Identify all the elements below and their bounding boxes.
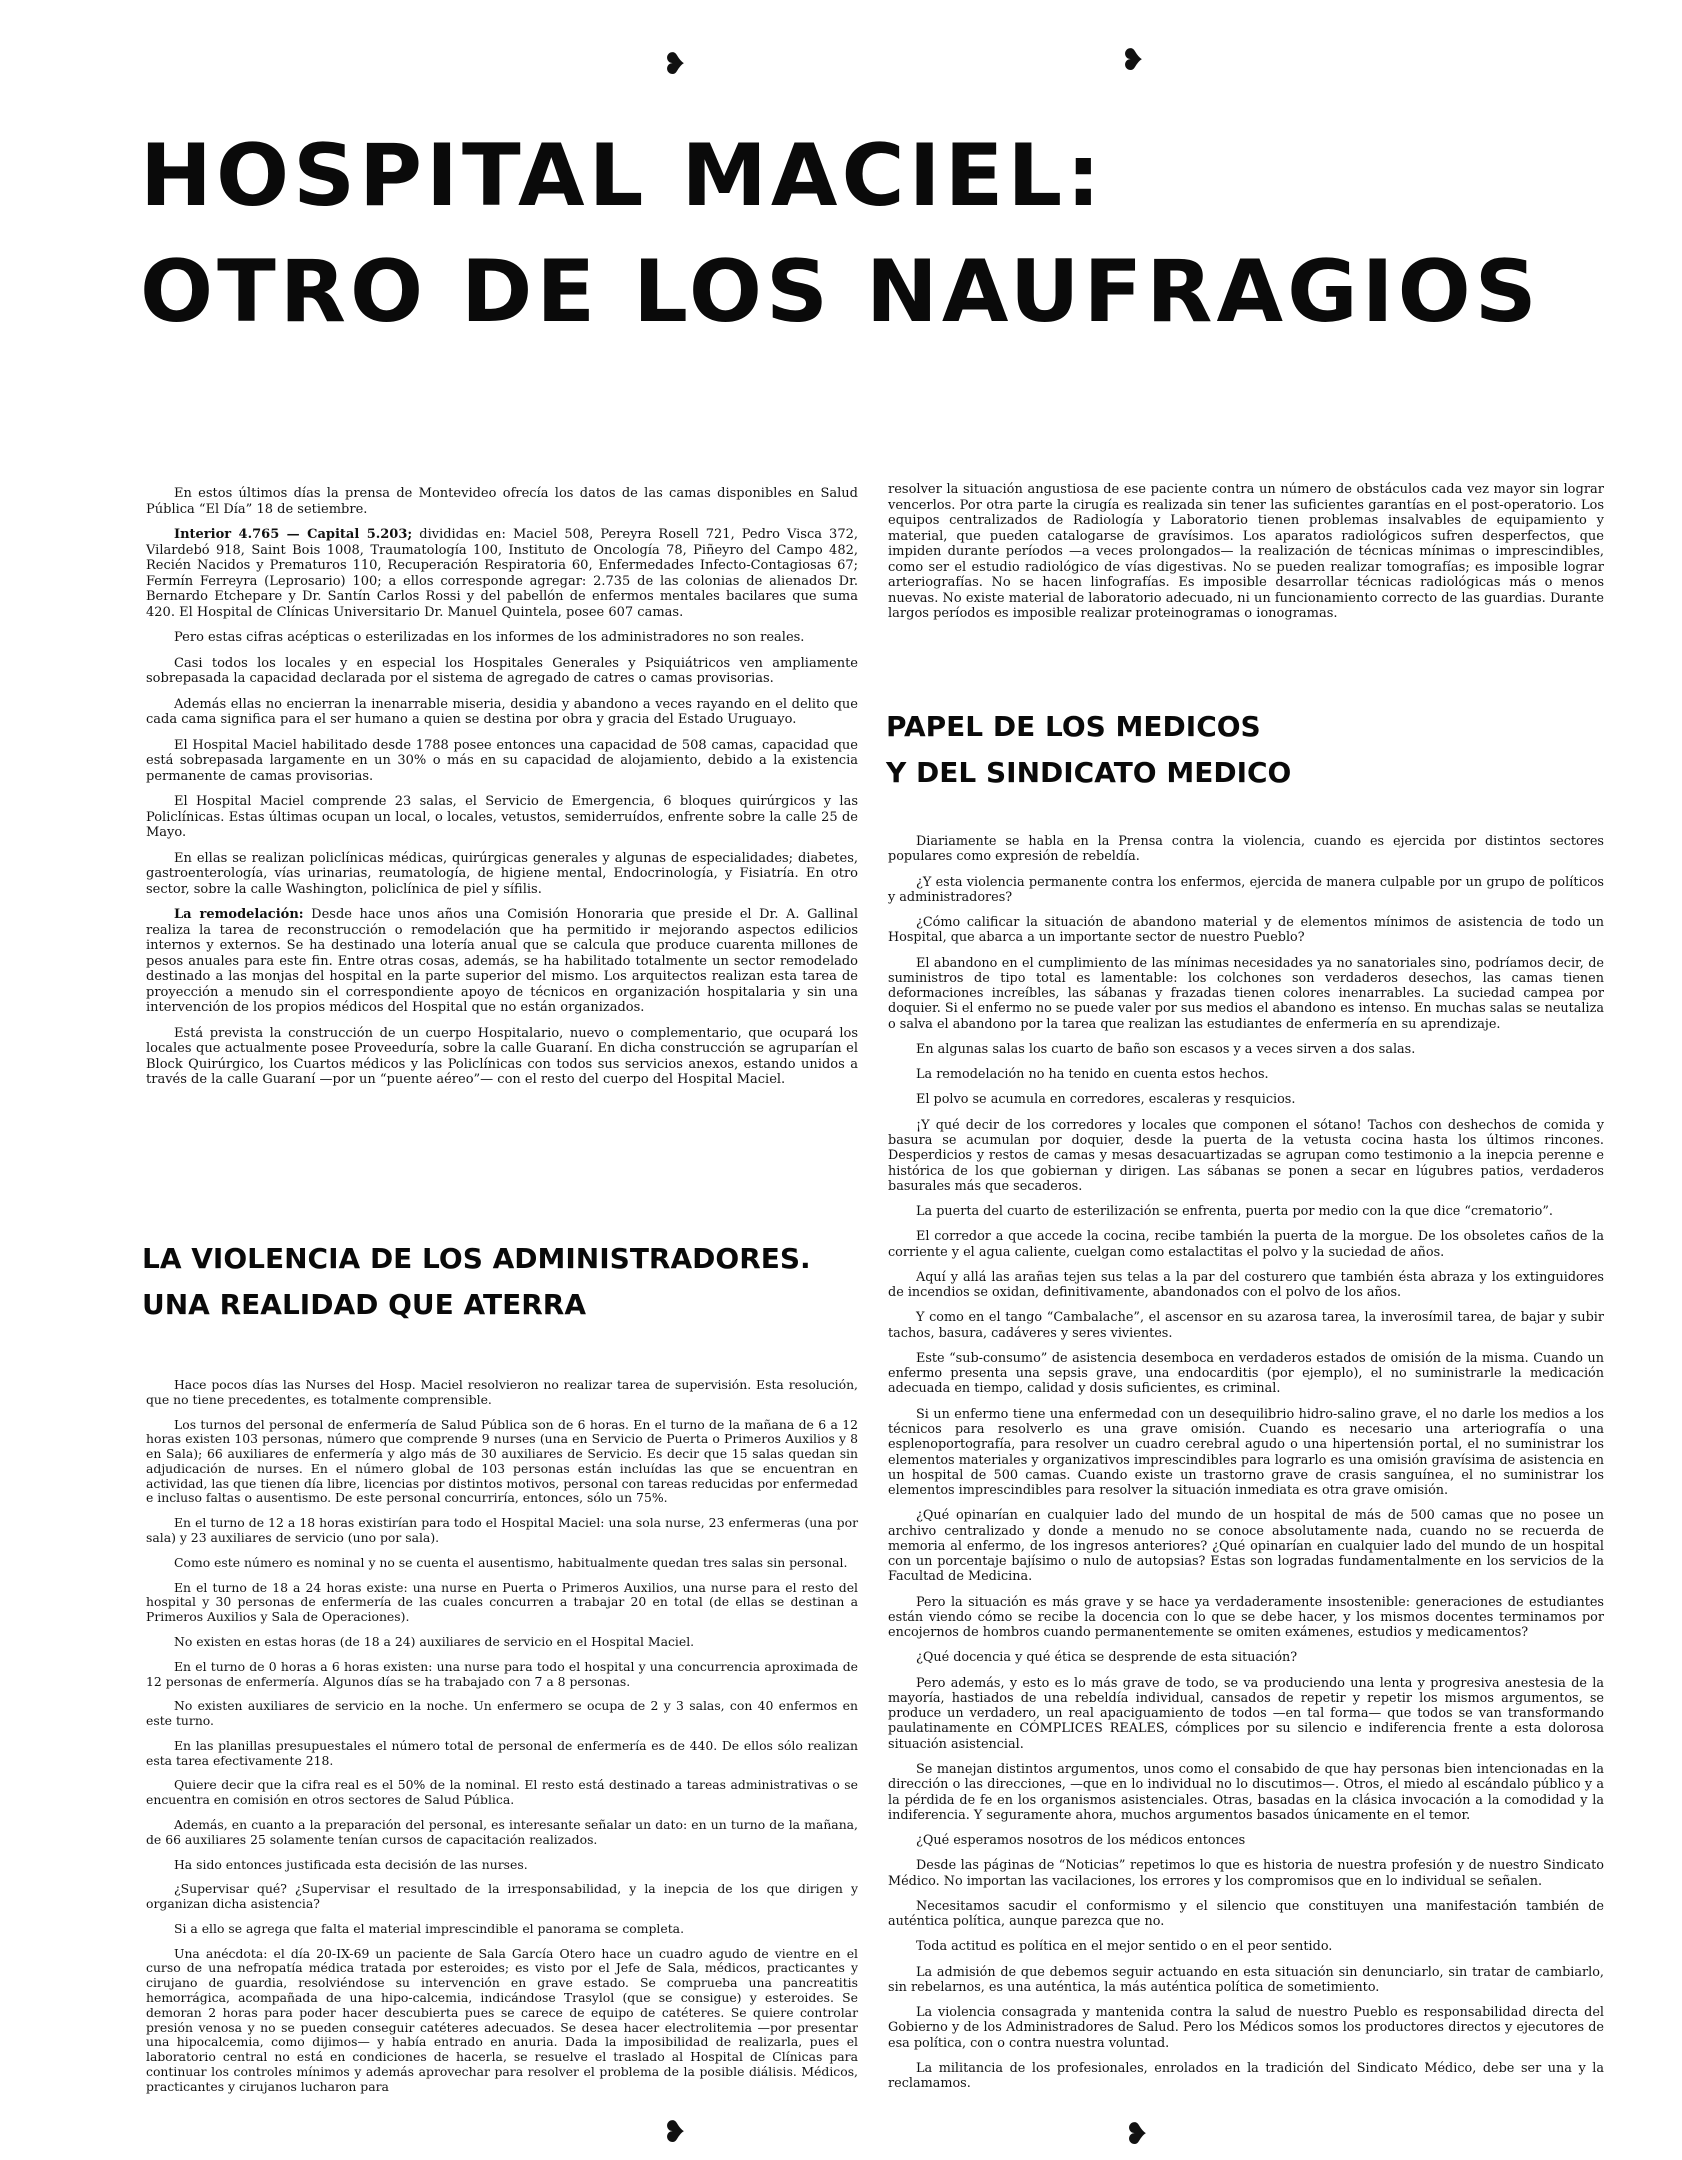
paragraph bbox=[146, 1556, 858, 1571]
paragraph-text: ¡Y qué decir de los corredores y locales que componen el sótano! Tachos con deshechos de comida y basura se acumulan por doquier, desde la puerta de la vetusta cocina hasta los últimos rincones. Desperdicios y restos de camas y mesas desacuartizadas se agrupan como testimonio a la inepcia perenne e histórica de los que gobiernan y dirigen. Las sábanas se ponen a secar en lúgubres patios, verdaderos basurales más que secaderos. bbox=[888, 1117, 1604, 1194]
paragraph-text: La militancia de los profesionales, enrolados en la tradición del Sindicato Médico, debe ser una y la reclamamos. bbox=[888, 2061, 1604, 2092]
paragraph-text: ¿Qué opinarían en cualquier lado del mundo de un hospital de más de 500 camas que no posee un archivo centralizado y donde a menudo no se conoce absolutamente nada, cuando no se recuerda de memoria al enfermo, de los ingresos anteriores? ¿Qué opinarían en cualquier lado del mundo de un hospital con un porcentaje bajísimo o nulo de autopsias? Estas son logradas fundamentalmente en los servicios de la Facultad de Medicina. bbox=[888, 1508, 1604, 1585]
paragraph bbox=[888, 1650, 1604, 1665]
paragraph-text: Está prevista la construcción de un cuerpo Hospitalario, nuevo o complementario, que ocupará los locales que actualmente posee Proveeduría, sobre la calle Guaraní. En dicha construcción se agruparían el Block Quirúrgico, los Cuartos médicos y las Policlínicas con todos sus servicios anexos, estando unidos a través de la calle Guaraní —por un “puente aéreo”— con el resto del cuerpo del Hospital Maciel. bbox=[146, 1025, 858, 1087]
paragraph bbox=[146, 794, 858, 841]
paragraph-text: Como este número es nominal y no se cuenta el ausentismo, habitualmente quedan tres salas sin personal. bbox=[174, 1554, 848, 1570]
paragraph bbox=[888, 1899, 1604, 1930]
paragraph-lead: La remodelación: bbox=[174, 907, 304, 922]
ornament-top-right-icon: ❥ bbox=[1120, 43, 1146, 78]
paragraph-text: divididas en: Maciel 508, Pereyra Rosell 721, Pedro Visca 372, Vilardebó 918, Saint Bois 1008, Traumatología 100, Instituto de Oncología 78, Piñeyro del Campo 482, Recién Nacidos y Prematuros 110, Recuperación Respiratoria 60, Enfermedades Infecto-Contagiosas 67; Fermín Ferreyra (Leprosario) 100; a ellos corresponde agregar: 2.735 de las colonias de alienados Dr. Bernardo Etchepare y Dr. Santín Carlos Rossi y del pabellón de enfermos mentales bacilares que suma 420. El Hospital de Clínicas Universitario Dr. Manuel Quintela, posee 607 camas. bbox=[146, 527, 858, 620]
paragraph bbox=[146, 1922, 858, 1937]
paragraph-text: Pero la situación es más grave y se hace ya verdaderamente insostenible: generaciones de estudiantes están viendo cómo se recibe la docencia con lo que se debe hacer, y los mismos docentes terminamos por encojernos de hombros cuando permanentemente se omiten exámenes, estudios y medicamentos? bbox=[888, 1594, 1604, 1641]
paragraph bbox=[888, 1229, 1604, 1260]
paragraph-text: La remodelación no ha tenido en cuenta estos hechos. bbox=[916, 1067, 1269, 1083]
paragraph-text: ¿Y esta violencia permanente contra los enfermos, ejercida de manera culpable por un grupo de políticos y administradores? bbox=[888, 874, 1604, 905]
paragraph-text: En el turno de 12 a 18 horas existirían para todo el Hospital Maciel: una sola nurse, 23 enfermeras (una por sala) y 23 auxiliares de servicio (uno por sala). bbox=[146, 1515, 858, 1546]
paragraph-lead: Interior 4.765 — Capital 5.203; bbox=[174, 527, 413, 542]
paragraph bbox=[888, 482, 1604, 622]
paragraph bbox=[146, 1635, 858, 1650]
paragraph bbox=[146, 697, 858, 728]
paragraph-text: Si a ello se agrega que falta el material imprescindible el panorama se completa. bbox=[174, 1920, 685, 1936]
right-heading-line-2: Y DEL SINDICATO MEDICO bbox=[886, 756, 1292, 789]
paragraph bbox=[888, 1407, 1604, 1499]
paragraph bbox=[146, 1660, 858, 1690]
paragraph-text: En las planillas presupuestales el número total de personal de enfermería es de 440. De ellos sólo realizan esta tarea efectivamente 218. bbox=[146, 1737, 858, 1768]
ornament-bottom-left-icon: ❥ bbox=[662, 2115, 688, 2150]
paragraph-text: En ellas se realizan policlínicas médicas, quirúrgicas generales y algunas de especialidades; diabetes, gastroenterología, vías urinarias, reumatología, de higiene mental, Endocrinología, y Fisiatría. En otro sector, sobre la calle Washington, policlínica de piel y sífilis. bbox=[146, 850, 858, 897]
paragraph-text: En algunas salas los cuarto de baño son escasos y a veces sirven a dos salas. bbox=[916, 1041, 1416, 1057]
paragraph-text: El corredor a que accede la cocina, recibe también la puerta de la morgue. De los obsoletes caños de la corriente y el agua caliente, cuelgan como estalactitas el polvo y la suciedad de años. bbox=[888, 1229, 1604, 1260]
paragraph bbox=[888, 1676, 1604, 1752]
paragraph bbox=[888, 1508, 1604, 1584]
paragraph-text: Además ellas no encierran la inenarrable miseria, desidia y abandono a veces rayando en el delito que cada cama significa para el ser humano a quien se destina por obra y gracia del Estado Uruguayo. bbox=[146, 696, 858, 727]
paragraph-text: ¿Cómo calificar la situación de abandono material y de elementos mínimos de asistencia de todo un Hospital, que abarca a un importante sector de nuestro Pueblo? bbox=[888, 915, 1604, 946]
paragraph bbox=[888, 1858, 1604, 1889]
paragraph bbox=[146, 1858, 858, 1873]
paragraph bbox=[888, 875, 1604, 906]
paragraph-text: No existen en estas horas (de 18 a 24) auxiliares de servicio en el Hospital Maciel. bbox=[174, 1633, 695, 1649]
paragraph-text: Ha sido entonces justificada esta decisión de las nurses. bbox=[174, 1856, 528, 1872]
paragraph-text: Casi todos los locales y en especial los Hospitales Generales y Psiquiátricos ven ampliamente sobrepasada la capacidad declarada por el sistema de agregado de catres o camas provisorias. bbox=[146, 655, 858, 686]
paragraph bbox=[888, 1351, 1604, 1397]
paragraph-text: El Hospital Maciel habilitado desde 1788 posee entonces una capacidad de 508 camas, capacidad que está sobrepasada largamente en un 30% o más en su capacidad de alojamiento, debido a la existencia permanente de camas provisorias. bbox=[146, 737, 858, 784]
paragraph bbox=[146, 851, 858, 898]
paragraph-text: El abandono en el cumplimiento de las mínimas necesidades ya no sanatoriales sino, podríamos decir, de suministros de tipo total es lamentable: los colchones son verdaderos desechos, las camas tienen deformaciones increíbles, las sábanas y frazadas tienen colores inenarrables. La suciedad campea por doquier. Si el enfermo no se puede valer por sus medios el abandono es intenso. En muchas salas se neutaliza o salva el abandono por la tarea que realizan las estudiantes de enfermería en su aprendizaje. bbox=[888, 955, 1604, 1032]
paragraph bbox=[146, 1699, 858, 1729]
paragraph-text: Y como en el tango “Cambalache”, el ascensor en su azarosa tarea, la inverosímil tarea, de bajar y subir tachos, basura, cadáveres y seres vivientes. bbox=[888, 1310, 1604, 1341]
paragraph-text: ¿Supervisar qué? ¿Supervisar el resultado de la irresponsabilidad, y la inepcia de los que dirigen y organizan dicha asistencia? bbox=[146, 1881, 858, 1912]
paragraph bbox=[888, 915, 1604, 946]
ornament-top-left-icon: ❥ bbox=[662, 47, 688, 82]
paragraph bbox=[888, 1762, 1604, 1823]
left-column-section bbox=[146, 1378, 858, 2104]
paragraph-text: Pero además, y esto es lo más grave de todo, se va produciendo una lenta y progresiva anestesia de la mayoría, hastiados de una rebeldía individual, cansados de repetir y repetir los mismos argumentos, se produce un verdadero, un real apaciguamiento de todos —en tal forma— que todos se van transformando paulatinamente en CÓMPLICES REALES, cómplices por su silencio e indiferencia frente a esta dolorosa situación asistencial. bbox=[888, 1675, 1604, 1752]
paragraph-text: El Hospital Maciel comprende 23 salas, el Servicio de Emergencia, 6 bloques quirúrgicos y las Policlínicas. Estas últimas ocupan un local, o locales, vetustos, semiderruídos, enfrente sobre la calle 25 de Mayo. bbox=[146, 794, 858, 840]
title-line-2: OTRO DE LOS NAUFRAGIOS bbox=[140, 242, 1541, 342]
paragraph bbox=[146, 1581, 858, 1625]
paragraph-text: Necesitamos sacudir el conformismo y el silencio que constituyen una manifestación también de auténtica política, aunque parezca que no. bbox=[888, 1898, 1604, 1930]
paragraph-text: Si un enfermo tiene una enfermedad con un desequilibrio hidro-salino grave, el no darle los medios a los técnicos para resolverlo es una grave omisión. Cuando es necesario una arteriografía o una esplenoportografía, para resolver un cuadro cerebral agudo o una hipertensión portal, el no suministrar los elementos materiales y organizativos imprescindibles para lograrlo es una omisión gravísima de asistencia en un hospital de 500 camas. Cuando existe un trastorno grave de crasis sanguínea, el no suministrar los elementos imprescindibles para resolver la situación inmediata es otra grave omisión. bbox=[888, 1406, 1604, 1499]
paragraph bbox=[146, 1418, 858, 1507]
paragraph bbox=[146, 656, 858, 687]
paragraph bbox=[146, 1882, 858, 1912]
paragraph-text: ¿Qué esperamos nosotros de los médicos entonces bbox=[916, 1833, 1246, 1849]
paragraph bbox=[146, 1516, 858, 1546]
paragraph bbox=[888, 1965, 1604, 1996]
paragraph bbox=[888, 1270, 1604, 1301]
paragraph bbox=[888, 2005, 1604, 2051]
paragraph-text: Toda actitud es política en el mejor sentido o en el peor sentido. bbox=[916, 1939, 1333, 1955]
paragraph-text: En el turno de 18 a 24 horas existe: una nurse en Puerta o Primeros Auxilios, una nurse para el resto del hospital y 30 personas de enfermería de las cuales concurren a trabajar 20 en total (de ellas se destinan a Primeros Auxilios y Sala de Operaciones). bbox=[146, 1579, 858, 1625]
right-section-heading bbox=[886, 704, 1291, 796]
paragraph bbox=[146, 1778, 858, 1808]
paragraph bbox=[888, 1118, 1604, 1194]
paragraph-text: Diariamente se habla en la Prensa contra la violencia, cuando es ejercida por distintos sectores populares como expresión de rebeldía. bbox=[888, 834, 1604, 865]
paragraph-text: Una anécdota: el día 20-IX-69 un paciente de Sala García Otero hace un cuadro agudo de vientre en el curso de una nefropatía médica tratada por esteroides; es visto por el Jefe de Sala, médicos, practicantes y cirujano de guardia, resolviéndose su intervención en grave estado. Se comprueba una pancreatitis hemorrágica, acompañada de una hipo-calcemia, indicándose Trasylol (que se consigue) y esteroides. Se demoran 2 horas para poder hacer descubierta pues se carece de equipo de catéteres. Se quiere controlar presión venosa y no se pueden conseguir catéteres adecuados. Se desea hacer electrolitemia —por presentar una hipocalcemia, como dijimos— y había entrado en anuria. Dada la imposibilidad de realizarla, pues el laboratorio central no está en condiciones de hacerla, se resuelve el traslado al Hospital de Clínicas para continuar los controles mínimos y además aprovechar para resolver el problema de la posible diálisis. Médicos, practicantes y cirujanos lucharon para bbox=[146, 1945, 858, 2094]
paragraph bbox=[146, 1026, 858, 1088]
paragraph bbox=[888, 956, 1604, 1032]
paragraph bbox=[888, 1042, 1604, 1057]
page-title bbox=[140, 118, 1541, 350]
paragraph bbox=[888, 1092, 1604, 1107]
paragraph bbox=[888, 1204, 1604, 1219]
left-column-intro bbox=[146, 486, 858, 1098]
paragraph-text: Hace pocos días las Nurses del Hosp. Maciel resolvieron no realizar tarea de supervisión. Esta resolución, que no tiene precedentes, es totalmente comprensible. bbox=[146, 1377, 858, 1407]
paragraph-text: ¿Qué docencia y qué ética se desprende de esta situación? bbox=[916, 1650, 1298, 1666]
paragraph bbox=[146, 738, 858, 785]
paragraph-text: Desde hace unos años una Comisión Honoraria que preside el Dr. A. Gallinal realiza la tarea de reconstrucción o remodelación que ha permitido ir mejorando aspectos edilicios internos y externos. Se ha destinado una lotería anual que se calcula que produce cuarenta millones de pesos anuales para este fin. Entre otras cosas, además, se ha habilitado totalmente un sector remodelado destinado a las monjas del hospital en la parte superior del mismo. Los arquitectos realizan esta tarea de proyección a menudo sin el correspondiente apoyo de técnicos en organización hospitalaria y sin una intervención de los propios médicos del Hospital que no están organizados. bbox=[146, 907, 859, 1015]
paragraph bbox=[888, 1833, 1604, 1848]
paragraph-text: La violencia consagrada y mantenida contra la salud de nuestro Pueblo es responsabilidad directa del Gobierno y de los Administradores de Salud. Pero los Médicos somos los productores directos y ejecutores de esa política, con o contra nuestra voluntad. bbox=[888, 2005, 1604, 2051]
paragraph-text: Este “sub-consumo” de asistencia desemboca en verdaderos estados de omisión de la misma. Cuando un enfermo presenta una sepsis grave, una endocarditis (por ejemplo), el no suministrarle la medicación adecuada en tiempo, calidad y dosis suficientes, es criminal. bbox=[888, 1350, 1604, 1397]
left-heading-line-1: LA VIOLENCIA DE LOS ADMINISTRADORES. bbox=[142, 1242, 811, 1275]
paragraph bbox=[888, 834, 1604, 865]
paragraph-text: No existen auxiliares de servicio en la noche. Un enfermero se ocupa de 2 y 3 salas, con 40 enfermos en este turno. bbox=[146, 1698, 858, 1729]
paragraph-text: Quiere decir que la cifra real es el 50% de la nominal. El resto está destinado a tareas administrativas o se encuentra en comisión en otros sectores de Salud Pública. bbox=[146, 1777, 858, 1808]
paragraph bbox=[146, 1947, 858, 2095]
title-line-1: HOSPITAL MACIEL: bbox=[140, 126, 1105, 226]
right-column-section bbox=[888, 834, 1604, 2102]
right-column-intro bbox=[888, 482, 1604, 632]
left-section-heading bbox=[142, 1236, 811, 1328]
paragraph bbox=[888, 1310, 1604, 1341]
paragraph-text: Además, en cuanto a la preparación del personal, es interesante señalar un dato: en un turno de la mañana, de 66 auxiliares 25 solamente tenían cursos de capacitación realizados. bbox=[146, 1816, 858, 1847]
ornament-bottom-right-icon: ❥ bbox=[1124, 2117, 1150, 2152]
right-heading-line-1: PAPEL DE LOS MEDICOS bbox=[886, 710, 1261, 743]
left-heading-line-2: UNA REALIDAD QUE ATERRA bbox=[142, 1288, 587, 1321]
paragraph-text: La puerta del cuarto de esterilización se enfrenta, puerta por medio con la que dice “crematorio”. bbox=[916, 1204, 1553, 1220]
paragraph-text: La admisión de que debemos seguir actuando en esta situación sin denunciarlo, sin tratar de cambiarlo, sin rebelarnos, es una auténtica, la más auténtica política de sometimiento. bbox=[888, 1964, 1604, 1995]
paragraph bbox=[146, 1818, 858, 1848]
paragraph-text: Se manejan distintos argumentos, unos como el consabido de que hay personas bien intencionadas en la dirección o las direcciones, —que en lo individual no lo discutimos—. Otros, el miedo al escándalo público y a la pérdida de fe en los organismos asistenciales. Otras, basadas en la clásica invocación a la comodidad y la indiferencia. Y seguramente ahora, muchos argumentos basados únicamente en el temor. bbox=[888, 1762, 1604, 1823]
paragraph-text: En el turno de 0 horas a 6 horas existen: una nurse para todo el hospital y una concurrencia aproximada de 12 personas de enfermería. Algunos días se ha trabajado con 7 a 8 personas. bbox=[146, 1658, 858, 1689]
paragraph bbox=[146, 1739, 858, 1769]
paragraph bbox=[888, 1067, 1604, 1082]
paragraph-text: El polvo se acumula en corredores, escaleras y resquicios. bbox=[916, 1092, 1296, 1108]
paragraph-text: resolver la situación angustiosa de ese paciente contra un número de obstáculos cada vez mayor sin lograr vencerlos. Por otra parte la cirugía es realizada sin tener las suficientes garantías en el post-operatorio. Los equipos centralizados de Radiología y Laboratorio tienen problemas insalvables de equipamiento y material, que pueden catalogarse de gravísimos. Los aparatos radiológicos sufren desperfectos, que impiden durante períodos —a veces prolongados— la realización de técnicas mínimas o imprescindibles, como ser el estudio radiológico de vías digestivas. No se pueden realizar tomografías; es imposible lograr arteriografías. No se hacen linfografías. Es imposible desarrollar técnicas radiológicas más o menos nuevas. No existe material de laboratorio adecuado, ni un funcionamiento correcto de las guardias. Durante largos períodos es imposible realizar proteinogramas o ionogramas. bbox=[888, 482, 1604, 621]
paragraph bbox=[146, 1378, 858, 1408]
paragraph-text: Aquí y allá las arañas tejen sus telas a la par del costurero que también ésta abraza y los extinguidores de incendios se oxidan, definitivamente, abandonados con el polvo de los años. bbox=[888, 1269, 1604, 1301]
paragraph-text: Los turnos del personal de enfermería de Salud Pública son de 6 horas. En el turno de la mañana de 6 a 12 horas existen 103 personas, número que comprende 9 nurses (una en Servicio de Puerta o Primeros Auxilios y 8 en Sala); 66 auxiliares de enfermería y algo más de 30 auxiliares de Servicio. Es decir que 15 salas quedan sin adjudicación de nurses. En el número global de 103 personas están incluídas las que se encuentran en actividad, las que tienen día libre, licencias por distintos motivos, personal con tareas reducidas por enfermedad e incluso faltas o ausentismo. De este personal concurriría, entonces, sólo un 75%. bbox=[146, 1416, 858, 1506]
paragraph bbox=[888, 2061, 1604, 2092]
paragraph-text: Pero estas cifras acépticas o esterilizadas en los informes de los administradores no son reales. bbox=[174, 630, 805, 645]
paragraph-text: En estos últimos días la prensa de Montevideo ofrecía los datos de las camas disponibles en Salud Pública “El Día” 18 de setiembre. bbox=[146, 486, 858, 517]
paragraph bbox=[146, 907, 858, 1016]
paragraph-text: Desde las páginas de “Noticias” repetimos lo que es historia de nuestra profesión y de nuestro Sindicato Médico. No importan las vacilaciones, los errores y los compromisos que en lo individual se señalen. bbox=[888, 1858, 1604, 1889]
paragraph bbox=[146, 486, 858, 517]
paragraph bbox=[888, 1595, 1604, 1641]
paragraph bbox=[888, 1939, 1604, 1954]
paragraph bbox=[146, 527, 858, 620]
paragraph bbox=[146, 630, 858, 646]
